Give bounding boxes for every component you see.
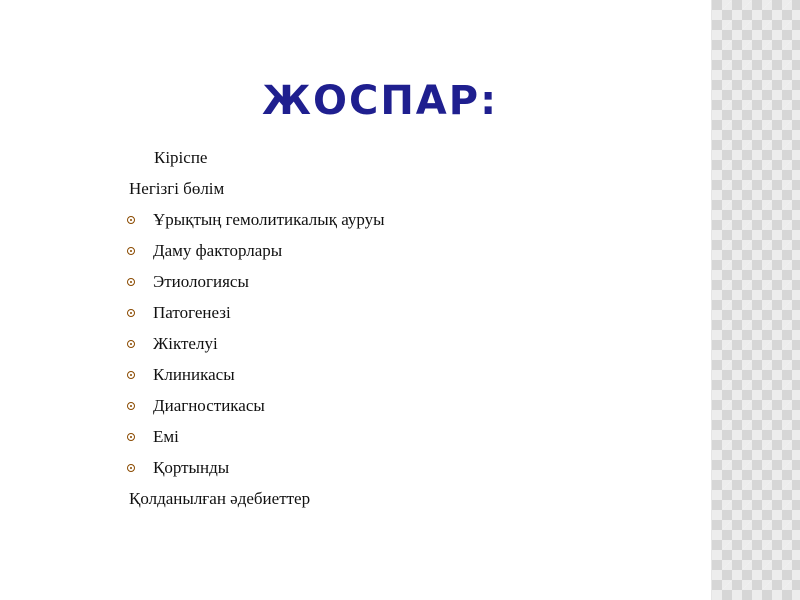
list-item-text: Диагностикасы xyxy=(153,396,265,415)
list-item-text: Емі xyxy=(153,427,179,446)
circle-bullet-icon xyxy=(127,309,135,317)
circle-bullet-icon xyxy=(127,464,135,472)
intro-item: Кіріспе xyxy=(154,148,208,167)
list-item xyxy=(125,421,645,452)
circle-bullet-icon xyxy=(127,216,135,224)
circle-bullet-icon xyxy=(127,340,135,348)
circle-bullet-icon xyxy=(127,371,135,379)
list-item xyxy=(125,204,645,235)
list-item xyxy=(125,452,645,483)
list-item-text: Клиникасы xyxy=(153,365,235,384)
circle-bullet-icon xyxy=(127,278,135,286)
list-item xyxy=(125,235,645,266)
list-item-text: Даму факторлары xyxy=(153,241,283,260)
main-section-label: Негізгі бөлім xyxy=(129,179,225,198)
list-item xyxy=(125,390,645,421)
circle-bullet-icon xyxy=(127,247,135,255)
list-item-text: Ұрықтың гемолитикалық ауруы xyxy=(153,210,385,229)
list-item-text: Патогенезі xyxy=(153,303,231,322)
list-item xyxy=(125,297,645,328)
circle-bullet-icon xyxy=(127,433,135,441)
slide-title: ЖОСПАР: xyxy=(262,78,499,124)
references-label: Қолданылған әдебиеттер xyxy=(129,489,311,508)
plan-list xyxy=(125,142,645,514)
list-item-text: Этиологиясы xyxy=(153,272,249,291)
list-item xyxy=(125,266,645,297)
list-item xyxy=(125,328,645,359)
list-item xyxy=(125,359,645,390)
decorative-side-panel xyxy=(711,0,800,600)
list-item-text: Қортынды xyxy=(153,458,230,477)
circle-bullet-icon xyxy=(127,402,135,410)
list-item-text: Жіктелуі xyxy=(153,334,218,353)
